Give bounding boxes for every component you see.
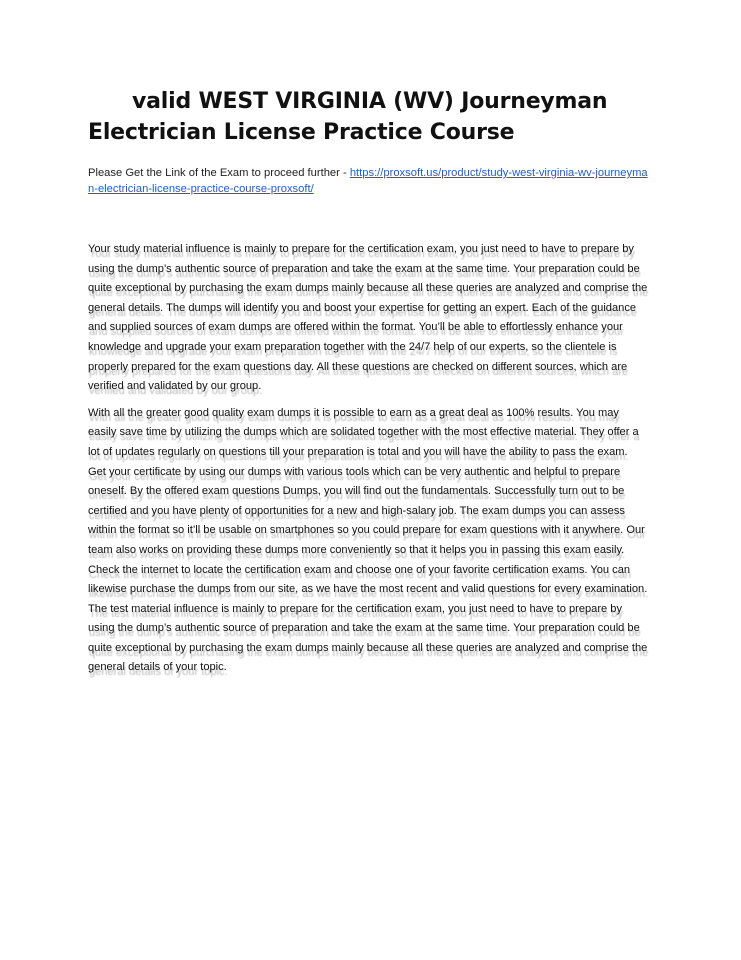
page-title [88, 86, 648, 148]
intro-paragraph [88, 165, 648, 197]
body-paragraph-1: Your study material influence is mainly to prepare for the certification exam, you just need to have to prepare by using the dump’s authentic source of preparation and take the exam at the same time. Your preparation could be quite exceptional by purchasing the exam dumps mainly because all these queries are analyzed and comprise the general details. The dumps will identify you and boost your expertise for getting an expert. Each of the guidance and supplied sources of exam dumps are offered within the format. You’ll be able to effortlessly enhance your knowledge and upgrade your exam preparation together with the 24/7 help of our experts, so the clientele is properly prepared for the exam questions day. All these questions are checked on different sources, which are verified and validated by our group. [88, 243, 648, 393]
body-paragraph-2: With all the greater good quality exam dumps it is possible to earn as a great deal as 100% results. You may easily save time by utilizing the dumps which are solidated together with the most effective material. They offer a lot of updates regularly on questions till your preparation is total and you will have the ability to pass the exam. Get your certificate by using our dumps with various tools which can be very authentic and helpful to prepare oneself. By the offered exam questions Dumps, you will find out the fundamentals. Successfully turn out to be certified and you have plenty of opportunities for a new and high-salary job. The exam dumps you can assess within the format so it’ll be usable on smartphones so you could prepare for exam questions with it anywhere. Our team also works on providing these dumps more conveniently so that it helps you in passing this exam easily. Check the internet to locate the certification exam and choose one of your favorite certification exams. You can likewise purchase the dumps from our site, as we have the most recent and valid questions for every examination. The test material influence is mainly to prepare for the certification exam, you just need to have to prepare by using the dump’s authentic source of preparation and take the exam at the same time. Your preparation could be quite exceptional by purchasing the exam dumps mainly because all these queries are analyzed and comprise the general details of your topic. [88, 406, 648, 674]
title-line-1: valid WEST VIRGINIA (WV) Journeyman [132, 89, 608, 114]
title-line-2: Electrician License Practice Course [88, 120, 515, 145]
exam-link[interactable]: https://proxsoft.us/product/study-west-virginia-wv-journeyman-electrician-license-practice-course-proxsoft/ [88, 167, 648, 195]
intro-text: Please Get the Link of the Exam to proceed further - [88, 167, 350, 179]
body-text [88, 240, 648, 685]
